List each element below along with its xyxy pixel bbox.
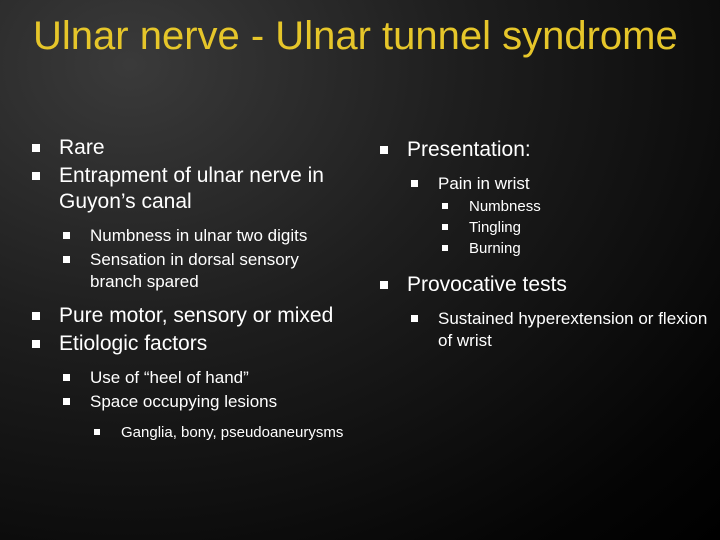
square-bullet-icon	[442, 224, 448, 230]
square-bullet-icon	[63, 374, 70, 381]
slide-title: Ulnar nerve - Ulnar tunnel syndrome	[33, 14, 678, 58]
bullet-text: Numbness	[469, 198, 541, 215]
bullet-text: Rare	[59, 136, 105, 159]
bullet-text: Ganglia, bony, pseudoaneurysms	[121, 424, 344, 441]
sub-sub-bullet-burning	[378, 239, 708, 258]
bullet-text: Sustained hyperextension or flexion of wrist	[438, 309, 708, 350]
square-bullet-icon	[442, 245, 448, 251]
bullet-text: Etiologic factors	[59, 332, 208, 355]
bullet-text: Presentation:	[407, 138, 531, 161]
square-bullet-icon	[32, 144, 40, 152]
square-bullet-icon	[32, 312, 40, 320]
bullet-text: Burning	[469, 240, 521, 257]
square-bullet-icon	[63, 232, 70, 239]
bullet-text: Numbness in ulnar two digits	[90, 226, 308, 245]
bullet-text: Entrapment of ulnar nerve in Guyon’s canal	[59, 164, 324, 213]
bullet-text: Sensation in dorsal sensory branch spared	[90, 250, 299, 291]
sub-bullet-sensation	[30, 249, 350, 293]
sub-bullet-space-occupying	[30, 391, 350, 413]
square-bullet-icon	[63, 256, 70, 263]
square-bullet-icon	[63, 398, 70, 405]
bullet-entrapment	[30, 163, 350, 215]
bullet-text: Pure motor, sensory or mixed	[59, 304, 334, 327]
right-column	[378, 137, 708, 352]
bullet-etiologic	[30, 331, 350, 357]
square-bullet-icon	[380, 146, 388, 154]
left-column	[30, 135, 350, 442]
bullet-types	[30, 303, 350, 329]
square-bullet-icon	[94, 429, 100, 435]
sub-bullet-pain	[378, 173, 708, 195]
sub-bullet-sustained	[378, 308, 708, 352]
bullet-text: Use of “heel of hand”	[90, 368, 249, 387]
bullet-provocative	[378, 272, 708, 298]
sub-bullet-numbness	[30, 225, 350, 247]
square-bullet-icon	[32, 340, 40, 348]
bullet-text: Space occupying lesions	[90, 392, 278, 411]
bullet-text: Tingling	[469, 219, 521, 236]
sub-sub-bullet-numbness	[378, 197, 708, 216]
bullet-presentation	[378, 137, 708, 163]
square-bullet-icon	[32, 172, 40, 180]
sub-bullet-heel-of-hand	[30, 367, 350, 389]
square-bullet-icon	[442, 203, 448, 209]
bullet-text: Provocative tests	[407, 273, 567, 296]
square-bullet-icon	[411, 180, 418, 187]
sub-sub-bullet-tingling	[378, 218, 708, 237]
square-bullet-icon	[380, 281, 388, 289]
bullet-text: Pain in wrist	[438, 174, 530, 193]
square-bullet-icon	[411, 315, 418, 322]
sub-sub-bullet-lesions	[30, 423, 350, 442]
bullet-rare	[30, 135, 350, 161]
